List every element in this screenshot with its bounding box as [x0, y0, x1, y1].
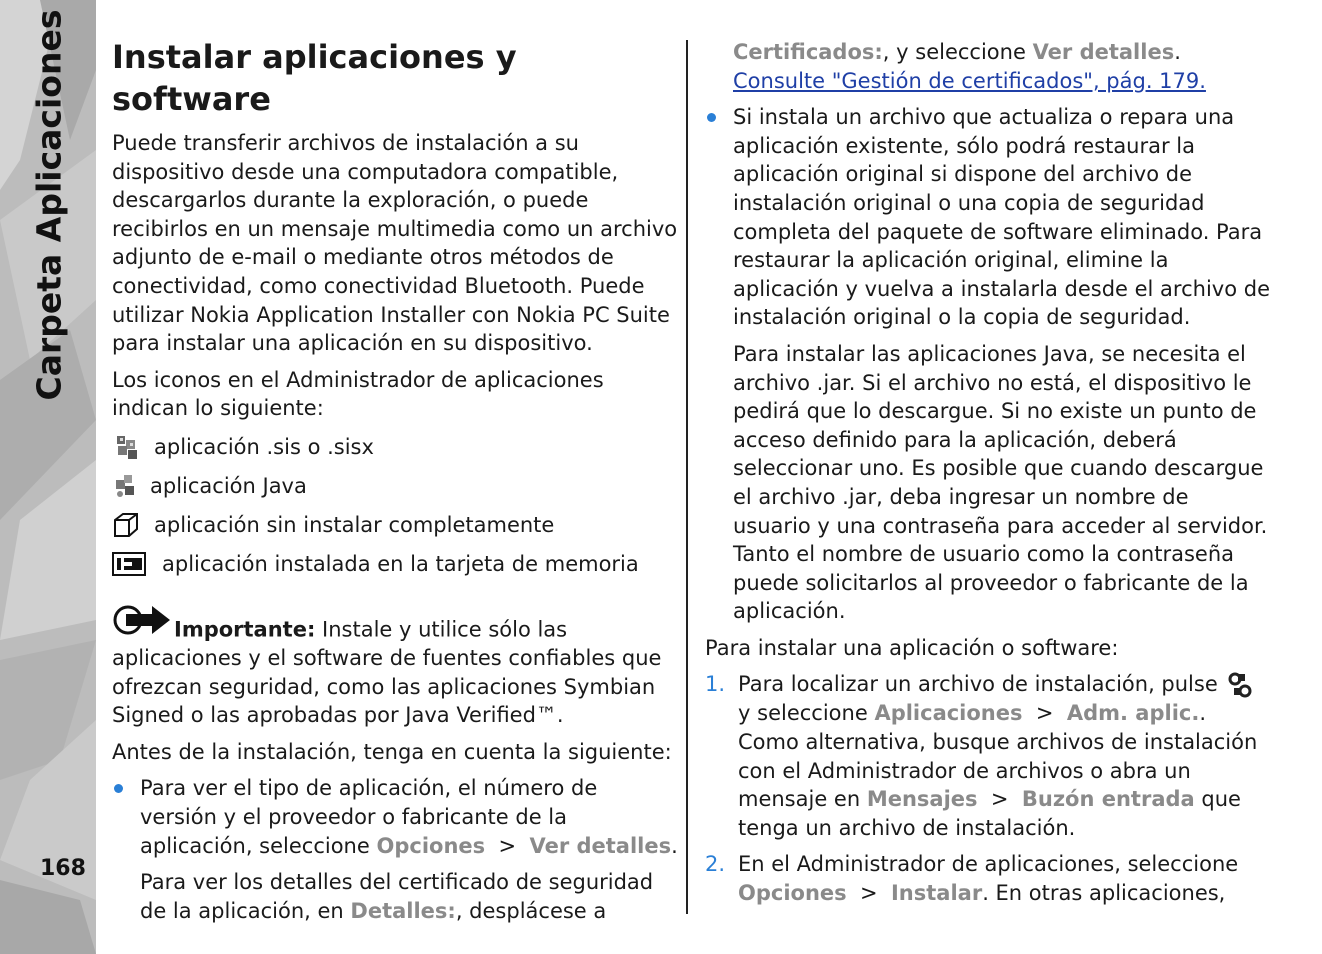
sub-text: Para ver los detalles del certificado de seguridad de la aplicación, en — [140, 870, 654, 923]
step-text: que tenga un archivo de instalación. — [738, 787, 1241, 840]
step-text: En el Administrador de aplicaciones, seleccione — [738, 852, 1239, 877]
bullet-details — [112, 774, 678, 860]
menu-instalar: Instalar — [890, 881, 983, 906]
menu-certificados: Certificados: — [733, 40, 883, 64]
important-note — [112, 600, 678, 730]
menu-aplicaciones: Aplicaciones — [874, 701, 1023, 726]
icon-item-label: aplicación .sis o .sisx — [154, 434, 374, 459]
section-title: Carpeta Aplicaciones — [29, 9, 69, 401]
bullet-text: Para ver el tipo de aplicación, el número de versión y el proveedor o fabricante de la aplicación, seleccione — [140, 776, 598, 858]
left-column — [112, 36, 678, 925]
icon-item-label: aplicación instalada en la tarjeta de memoria — [162, 551, 639, 576]
java-install-paragraph: Para instalar las aplicaciones Java, se necesita el archivo .jar. Si el archivo no está, el dispositivo le pedirá que lo descargue. Si no existe un punto de acceso definido para la aplicación, deberá seleccionar uno. Es posible que cuando descargue el archivo .jar, deba ingresar un nombre de usuario y una contraseña para acceder al servidor. Tanto el nombre de usuario como la contraseña puede solicitarlos al proveedor o fabricante de la aplicación. — [733, 341, 1268, 624]
step-text: . Como alternativa, busque archivos de instalación con el Administrador de archivos o abra un mensaje en — [738, 701, 1258, 812]
incomplete-install-icon — [112, 511, 142, 539]
before-install: Antes de la instalación, tenga en cuenta la siguiente: — [112, 739, 672, 764]
menu-opciones: Opciones — [376, 833, 486, 858]
icon-item-label: aplicación sin instalar completamente — [154, 512, 555, 537]
menu-opciones-2: Opciones — [738, 881, 847, 906]
icon-item-label: aplicación Java — [150, 473, 307, 498]
cont-text: , y seleccione — [882, 40, 1026, 64]
bullet-text-end: . — [671, 833, 678, 858]
menu-detalles: Detalles: — [350, 898, 456, 923]
certificate-continuation — [705, 38, 1270, 95]
step-text: Para localizar un archivo de instalación, pulse — [738, 672, 1218, 697]
menu-ver-detalles-2: Ver detalles — [1032, 40, 1175, 64]
page-title: Instalar aplicaciones y software — [112, 38, 517, 118]
icon-item-sis — [112, 433, 678, 461]
step-2 — [705, 850, 1270, 907]
certificate-management-link[interactable]: Consulte "Gestión de certificados", pág. 179. — [733, 68, 1206, 93]
sis-app-icon — [112, 433, 142, 461]
right-column — [705, 38, 1270, 908]
important-icon — [112, 600, 172, 644]
memory-card-icon — [112, 550, 148, 578]
separator: > — [990, 787, 1009, 812]
sub-text-end: , desplácese a — [455, 898, 607, 923]
menu-adm-aplic: Adm. aplic. — [1066, 701, 1200, 726]
step-text: seleccione — [757, 701, 868, 726]
separator: > — [498, 833, 517, 858]
bullet-sub-certificate — [112, 868, 678, 925]
separator: > — [860, 881, 878, 906]
cont-dot: . — [1174, 40, 1181, 64]
separator: > — [1035, 701, 1054, 726]
step-1 — [705, 670, 1270, 842]
step-text: . En otras aplicaciones, — [982, 881, 1226, 906]
bullet-restore: Si instala un archivo que actualiza o repara una aplicación existente, sólo podrá restaurar la aplicación original si dispone del archivo de instalación original o una copia de seguridad completa del paquete de software eliminado. Para restaurar la aplicación original, elimine la aplicación y vuelva a instalarla desde el archivo de instalación original o la copia de seguridad. — [705, 103, 1270, 332]
column-divider — [686, 40, 688, 914]
menu-buzon-entrada: Buzón entrada — [1021, 787, 1195, 812]
menu-ver-detalles: Ver detalles — [529, 833, 672, 858]
java-app-icon — [112, 472, 142, 500]
step-text: y — [738, 701, 751, 726]
icon-item-java — [112, 472, 678, 500]
steps-intro: Para instalar una aplicación o software: — [705, 635, 1119, 660]
sidebar — [0, 0, 96, 954]
important-text: Instale y utilice sólo las aplicaciones y el software de fuentes confiables que ofrezcan seguridad, como las aplicaciones Symbian Signed o las aprobadas por Java Verified™. — [112, 617, 662, 728]
icon-item-memory-card — [112, 550, 678, 578]
menu-key-icon — [1226, 671, 1254, 699]
intro-paragraph: Puede transferir archivos de instalación a su dispositivo desde una computadora compatible, descargarlos durante la exploración, o puede recibirlos en un mensaje multimedia como un archivo adjunto de e-mail o mediante otros métodos de conectividad, como conectividad Bluetooth. Puede utilizar Nokia Application Installer con Nokia PC Suite para instalar una aplicación en su dispositivo. — [112, 131, 678, 356]
step-number: 1. — [705, 672, 726, 697]
icon-item-incomplete — [112, 511, 678, 539]
step-number: 2. — [705, 852, 726, 877]
menu-mensajes: Mensajes — [866, 787, 978, 812]
icons-intro: Los iconos en el Administrador de aplicaciones indican lo siguiente: — [112, 367, 604, 421]
important-label: Importante: — [174, 617, 316, 642]
page-number: 168 — [40, 856, 86, 881]
